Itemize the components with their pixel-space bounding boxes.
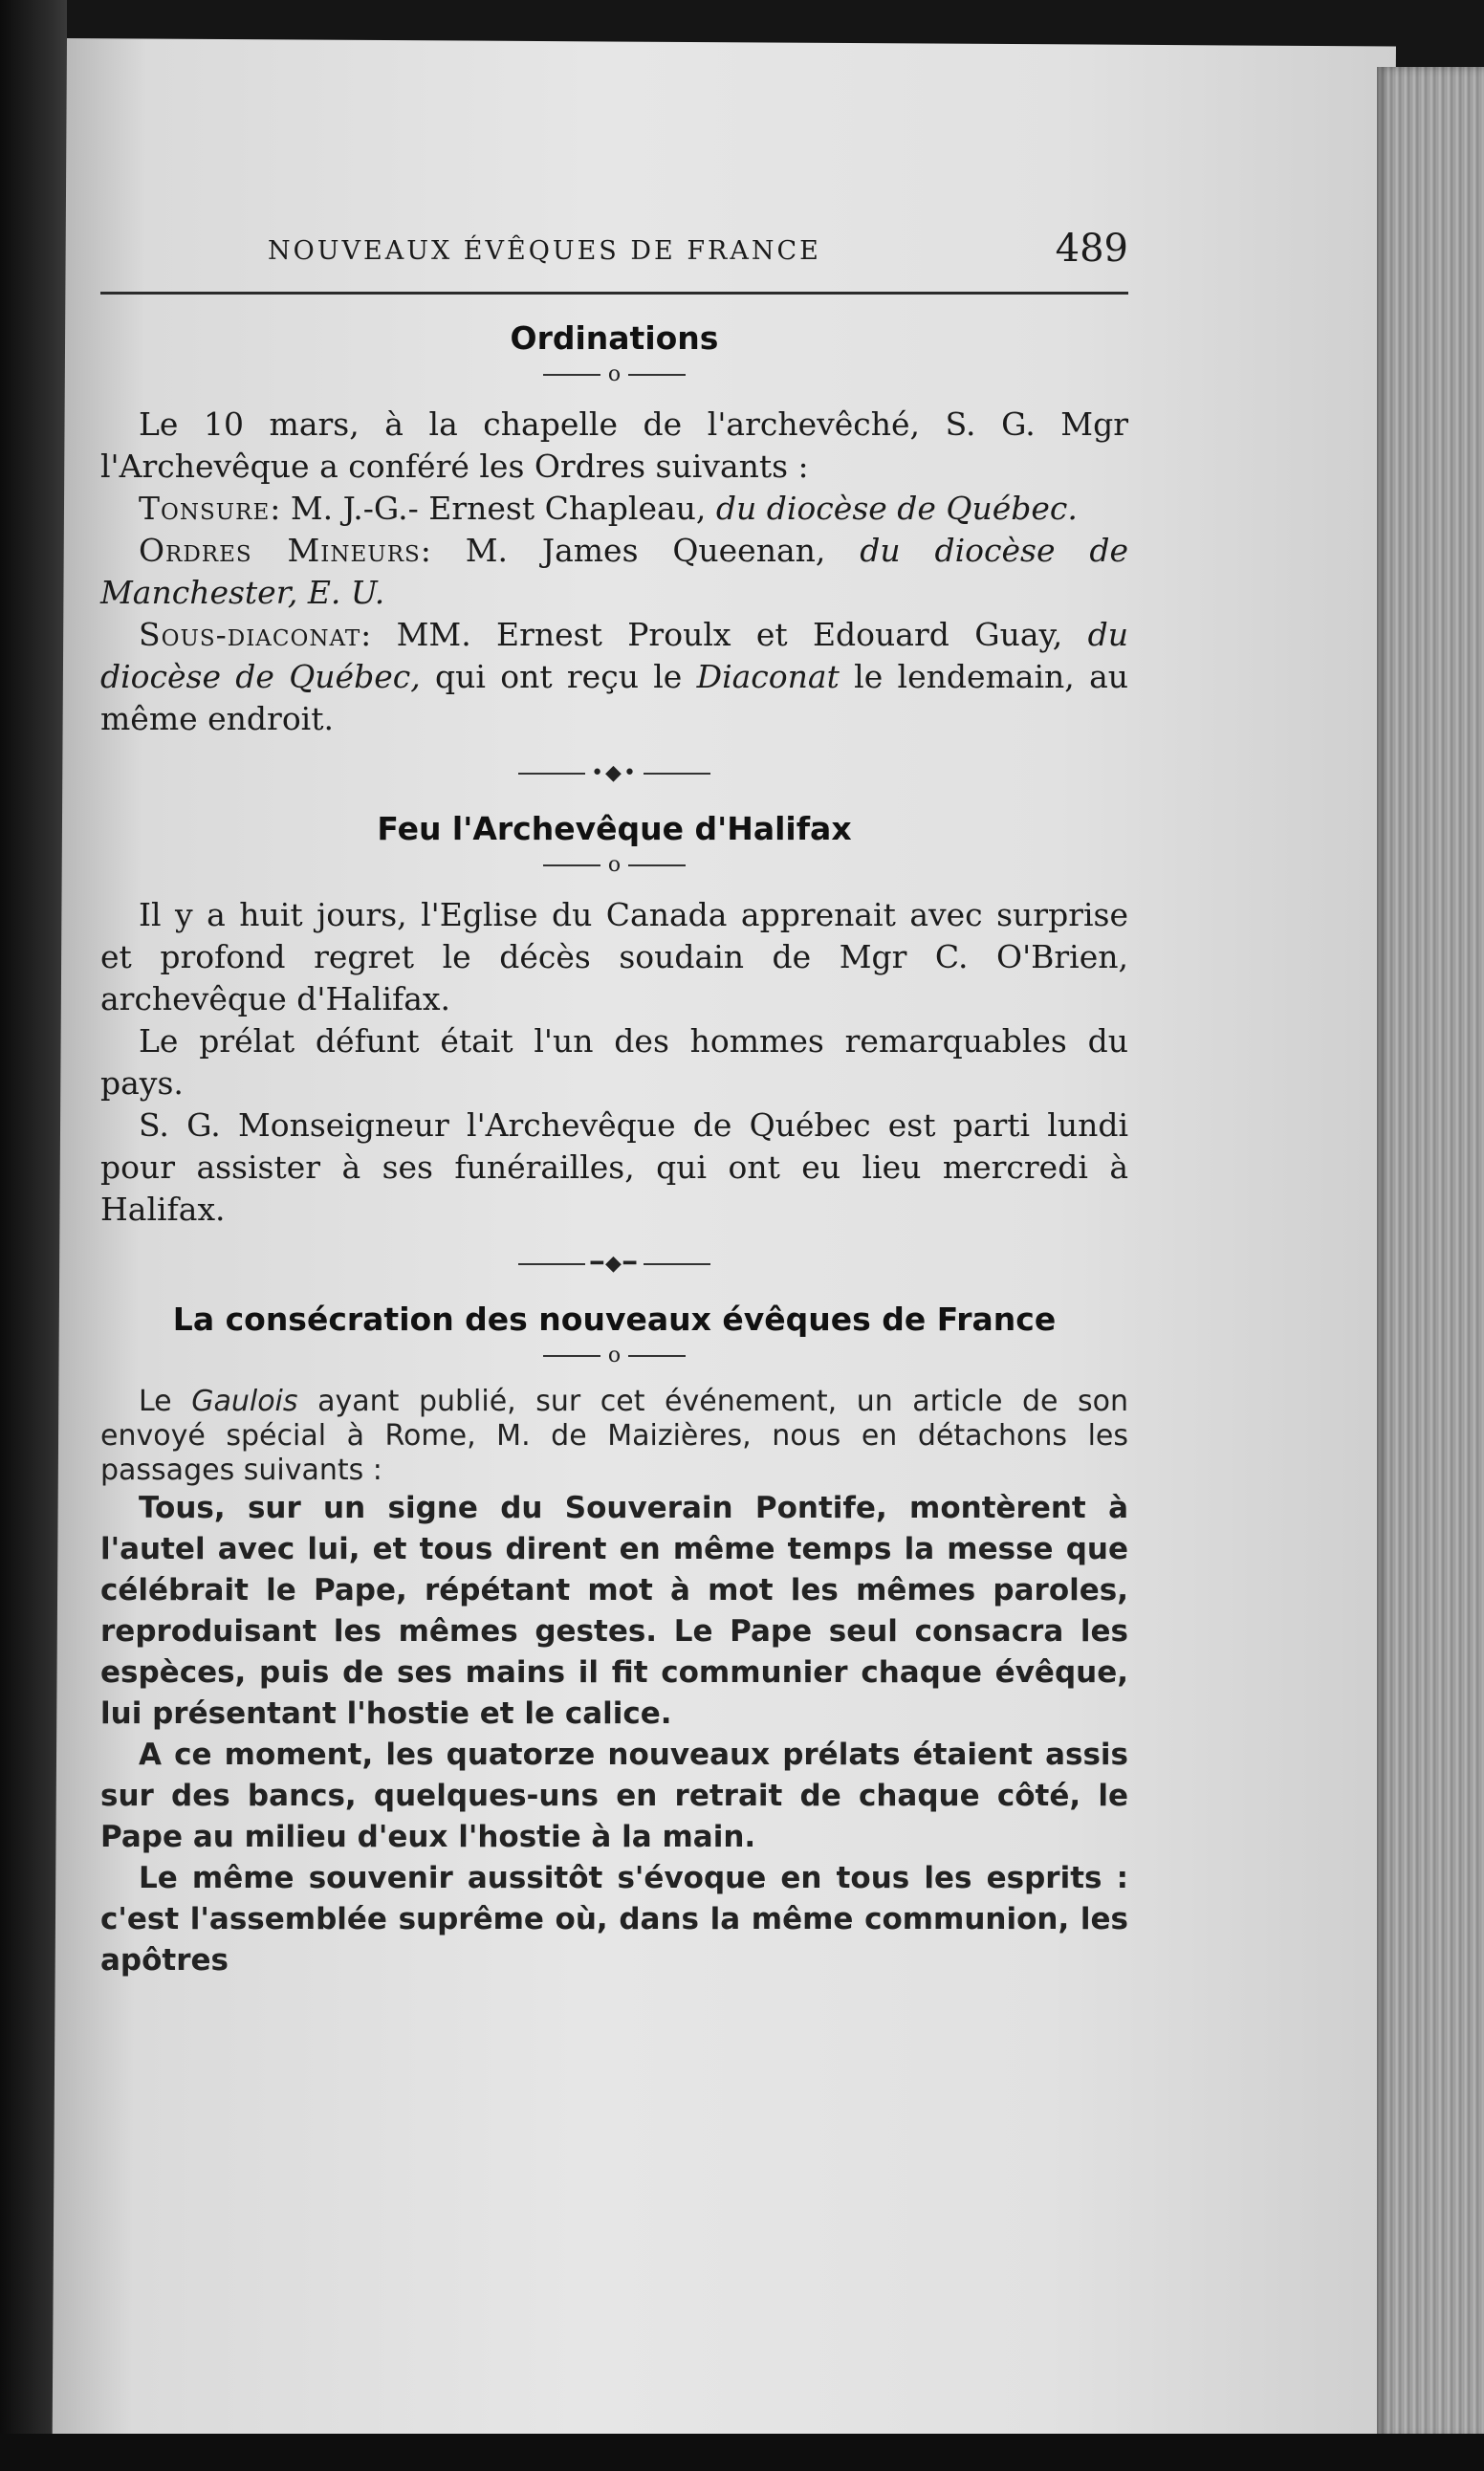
- running-title: NOUVEAUX ÉVÊQUES DE FRANCE: [268, 236, 821, 266]
- label-tonsure: Tonsure: [139, 490, 271, 527]
- section-title-halifax: Feu l'Archevêque d'Halifax: [377, 810, 852, 847]
- paragraph: Le prélat défunt était l'un des hommes remarquables du pays.: [100, 1022, 1128, 1102]
- page-edges: [1377, 67, 1484, 2438]
- paragraph: S. G. Monseigneur l'Archevêque de Québec est parti lundi pour assister à ses funérailles, qui ont eu lieu mercredi à Halifax.: [100, 1106, 1128, 1228]
- dash-ornament: o: [100, 362, 1128, 386]
- label-sous-diaconat: Sous-diaconat: [139, 616, 361, 653]
- paragraph: Il y a huit jours, l'Eglise du Canada apprenait avec surprise et profond regret le décès soudain de Mgr C. O'Brien, archevêque d'Halifax.: [100, 896, 1128, 1017]
- running-head: [100, 227, 1128, 295]
- section-separator: ━◆━: [100, 1252, 1128, 1276]
- article-body: [100, 1385, 1128, 1981]
- paragraph-sous-diaconat: Sous-diaconat: MM. Ernest Proulx et Edouard Guay, du diocèse de Québec, qui ont reçu le Diaconat le lendemain, au même endroit.: [100, 616, 1128, 737]
- section-title-ordinations: Ordinations: [510, 319, 719, 357]
- page-content: [100, 227, 1128, 1981]
- paragraph-tonsure: Tonsure: M. J.-G.- Ernest Chapleau, du diocèse de Québec.: [139, 490, 1078, 527]
- dash-ornament: o: [100, 1344, 1128, 1367]
- paragraph-intro: Le Gaulois ayant publié, sur cet événement, un article de son envoyé spécial à Rome, M. de Maizières, nous en détachons les passages suivants :: [100, 1385, 1128, 1487]
- paragraph: Le même souvenir aussitôt s'évoque en tous les esprits : c'est l'assemblée suprême où, dans la même communion, les apôtres: [100, 1861, 1128, 1978]
- paragraph-mineurs: Ordres Mineurs: M. James Queenan, du diocèse de Manchester, E. U.: [100, 532, 1128, 611]
- dash-ornament: o: [100, 853, 1128, 877]
- section-separator: •◆•: [100, 761, 1128, 785]
- label-mineurs: Ordres Mineurs: [139, 532, 421, 569]
- paragraph: Tous, sur un signe du Souverain Pontife, montèrent à l'autel avec lui, et tous dirent en même temps la messe que célébrait le Pape, répétant mot à mot les mêmes paroles, reproduisant les mêmes gestes. Le Pape seul consacra les espèces, puis de ses mains il fit communier chaque évêque, lui présentant l'hostie et le calice.: [100, 1491, 1128, 1731]
- page-number: 489: [1055, 227, 1128, 271]
- bottom-shadow: [0, 2434, 1484, 2471]
- section-title-consecration: La consécration des nouveaux évêques de France: [172, 1301, 1057, 1338]
- paragraph: A ce moment, les quatorze nouveaux prélats étaient assis sur des bancs, quelques-uns en retrait de chaque côté, le Pape au milieu d'eux l'hostie à la main.: [100, 1738, 1128, 1854]
- paragraph: Le 10 mars, à la chapelle de l'archevêché, S. G. Mgr l'Archevêque a conféré les Ordres suivants :: [100, 405, 1128, 485]
